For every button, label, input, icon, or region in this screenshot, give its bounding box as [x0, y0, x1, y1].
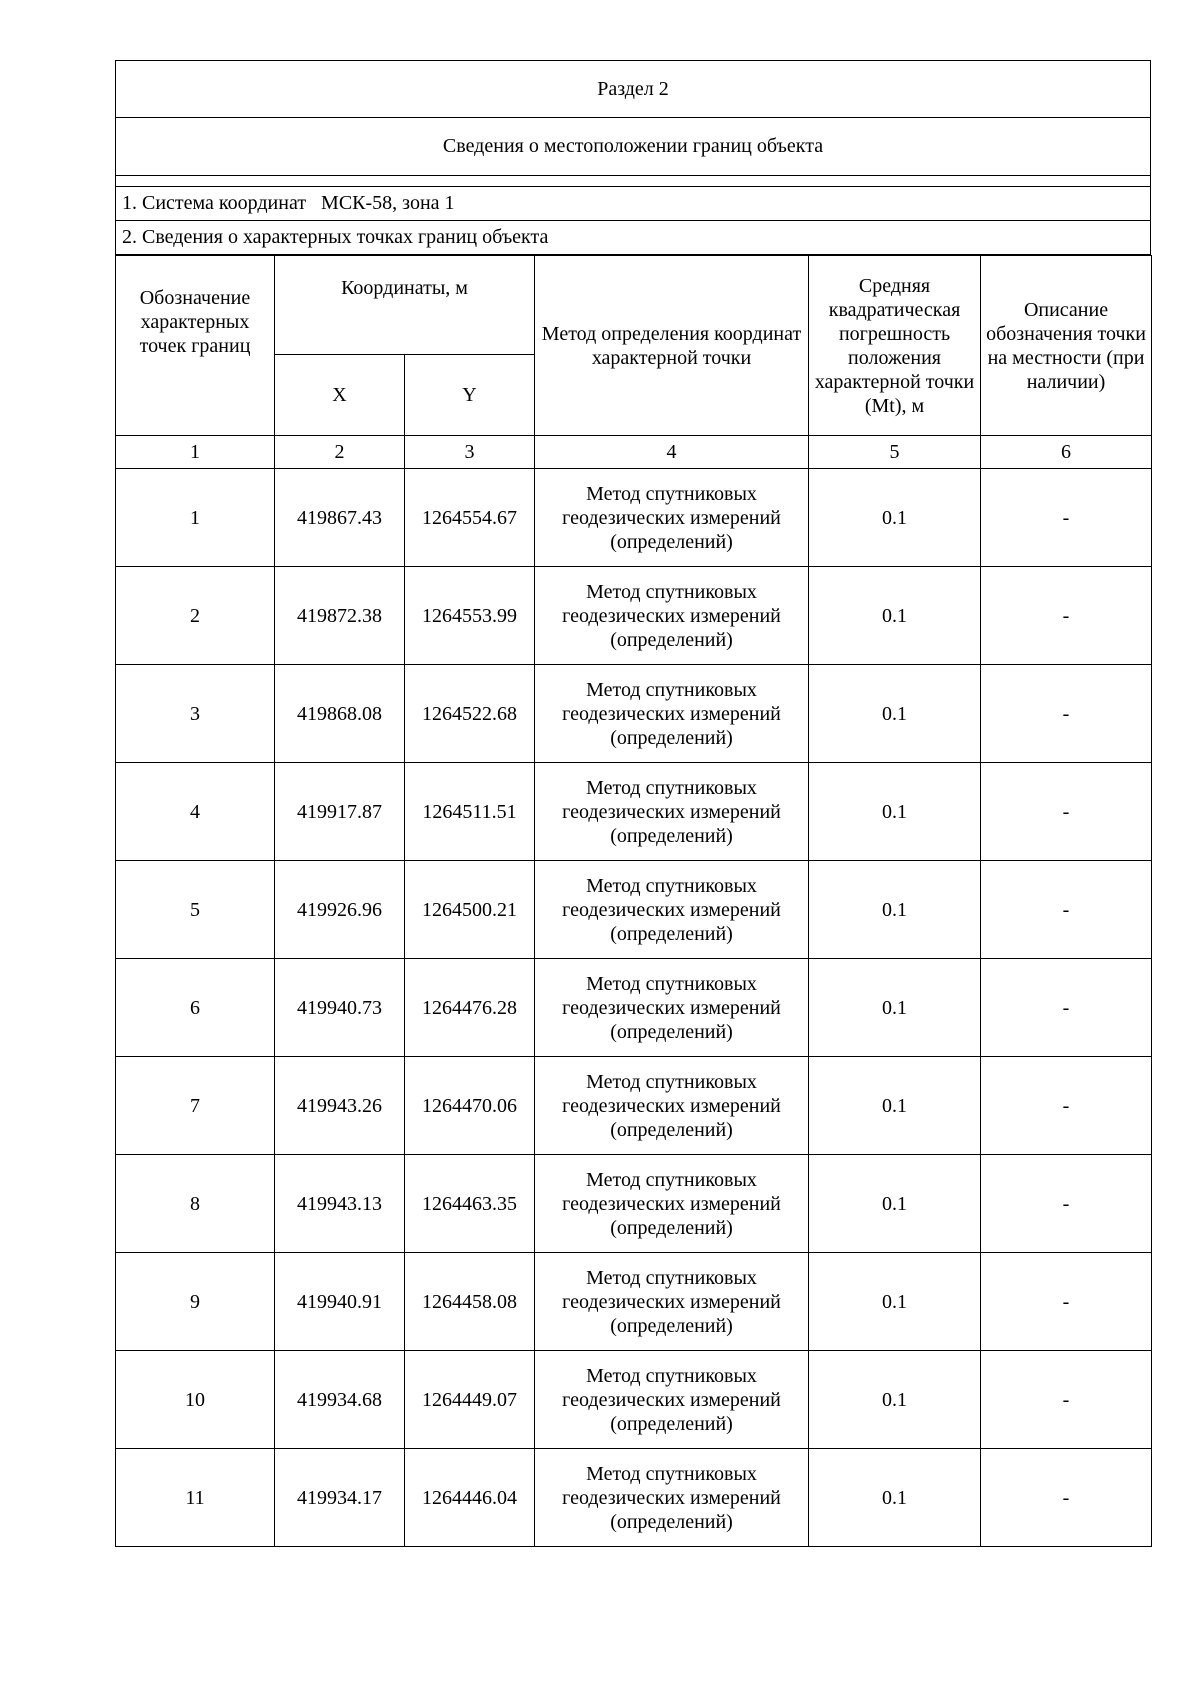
mean-error: 0.1	[809, 567, 981, 665]
coord-x: 419872.38	[275, 567, 405, 665]
mean-error: 0.1	[809, 665, 981, 763]
table-row	[116, 1253, 1152, 1351]
table-row	[116, 763, 1152, 861]
coord-x: 419917.87	[275, 763, 405, 861]
header-coordinates: Координаты, м	[275, 256, 535, 355]
table-row	[116, 1155, 1152, 1253]
coord-y: 1264554.67	[405, 469, 535, 567]
description: -	[981, 1351, 1152, 1449]
coord-y: 1264470.06	[405, 1057, 535, 1155]
point-number: 7	[116, 1057, 275, 1155]
table-row	[116, 861, 1152, 959]
description: -	[981, 1253, 1152, 1351]
header-mean-error: Средняя квадратическая погрешность положения характерной точки (Mt), м	[809, 256, 981, 436]
mean-error: 0.1	[809, 469, 981, 567]
method: Метод спутниковых геодезических измерений (определений)	[535, 567, 809, 665]
coordinate-system-row: 1. Система координат МСК-58, зона 1	[115, 187, 1151, 221]
coord-y: 1264449.07	[405, 1351, 535, 1449]
coord-x: 419943.26	[275, 1057, 405, 1155]
coord-y: 1264463.35	[405, 1155, 535, 1253]
description: -	[981, 1155, 1152, 1253]
table-row	[116, 567, 1152, 665]
method: Метод спутниковых геодезических измерений (определений)	[535, 1351, 809, 1449]
column-number: 1	[116, 436, 275, 469]
column-number: 5	[809, 436, 981, 469]
table-row	[116, 1351, 1152, 1449]
section-title: Раздел 2	[115, 60, 1151, 118]
mean-error: 0.1	[809, 763, 981, 861]
coord-x: 419934.17	[275, 1449, 405, 1547]
coord-y: 1264511.51	[405, 763, 535, 861]
description: -	[981, 469, 1152, 567]
coord-x: 419940.91	[275, 1253, 405, 1351]
table-row	[116, 959, 1152, 1057]
coord-y: 1264553.99	[405, 567, 535, 665]
section-subtitle: Сведения о местоположении границ объекта	[115, 118, 1151, 176]
point-number: 5	[116, 861, 275, 959]
point-number: 1	[116, 469, 275, 567]
description: -	[981, 763, 1152, 861]
mean-error: 0.1	[809, 1253, 981, 1351]
header-x: X	[275, 355, 405, 436]
coord-y: 1264500.21	[405, 861, 535, 959]
mean-error: 0.1	[809, 959, 981, 1057]
mean-error: 0.1	[809, 1351, 981, 1449]
point-number: 6	[116, 959, 275, 1057]
coord-x: 419926.96	[275, 861, 405, 959]
method: Метод спутниковых геодезических измерений (определений)	[535, 1253, 809, 1351]
method: Метод спутниковых геодезических измерений (определений)	[535, 1155, 809, 1253]
header-method: Метод определения координат характерной точки	[535, 256, 809, 436]
mean-error: 0.1	[809, 861, 981, 959]
table-row	[116, 665, 1152, 763]
description: -	[981, 1449, 1152, 1547]
method: Метод спутниковых геодезических измерений (определений)	[535, 665, 809, 763]
column-number-row	[116, 436, 1152, 469]
description: -	[981, 1057, 1152, 1155]
method: Метод спутниковых геодезических измерений (определений)	[535, 1057, 809, 1155]
point-number: 3	[116, 665, 275, 763]
description: -	[981, 665, 1152, 763]
coord-x: 419940.73	[275, 959, 405, 1057]
column-number: 2	[275, 436, 405, 469]
coord-x: 419943.13	[275, 1155, 405, 1253]
method: Метод спутниковых геодезических измерений (определений)	[535, 959, 809, 1057]
method: Метод спутниковых геодезических измерений (определений)	[535, 861, 809, 959]
table-row	[116, 1449, 1152, 1547]
coord-y: 1264458.08	[405, 1253, 535, 1351]
table-row	[116, 1057, 1152, 1155]
coord-x: 419868.08	[275, 665, 405, 763]
column-number: 6	[981, 436, 1152, 469]
point-number: 11	[116, 1449, 275, 1547]
points-heading-row: 2. Сведения о характерных точках границ объекта	[115, 221, 1151, 255]
point-number: 4	[116, 763, 275, 861]
coord-y: 1264446.04	[405, 1449, 535, 1547]
method: Метод спутниковых геодезических измерений (определений)	[535, 469, 809, 567]
mean-error: 0.1	[809, 1449, 981, 1547]
mean-error: 0.1	[809, 1155, 981, 1253]
method: Метод спутниковых геодезических измерений (определений)	[535, 763, 809, 861]
coord-x: 419867.43	[275, 469, 405, 567]
point-number: 8	[116, 1155, 275, 1253]
point-number: 9	[116, 1253, 275, 1351]
mean-error: 0.1	[809, 1057, 981, 1155]
method: Метод спутниковых геодезических измерений (определений)	[535, 1449, 809, 1547]
description: -	[981, 567, 1152, 665]
table-row	[116, 469, 1152, 567]
spacer-row	[115, 176, 1151, 187]
point-number: 10	[116, 1351, 275, 1449]
column-number: 3	[405, 436, 535, 469]
header-description: Описание обозначения точки на местности (при наличии)	[981, 256, 1152, 436]
coord-y: 1264522.68	[405, 665, 535, 763]
coord-x: 419934.68	[275, 1351, 405, 1449]
coord-y: 1264476.28	[405, 959, 535, 1057]
column-number: 4	[535, 436, 809, 469]
header-point-designation: Обозначение характерных точек границ	[116, 256, 275, 436]
points-table	[115, 255, 1152, 1547]
point-number: 2	[116, 567, 275, 665]
description: -	[981, 959, 1152, 1057]
header-y: Y	[405, 355, 535, 436]
description: -	[981, 861, 1152, 959]
document-page	[115, 60, 1151, 1547]
